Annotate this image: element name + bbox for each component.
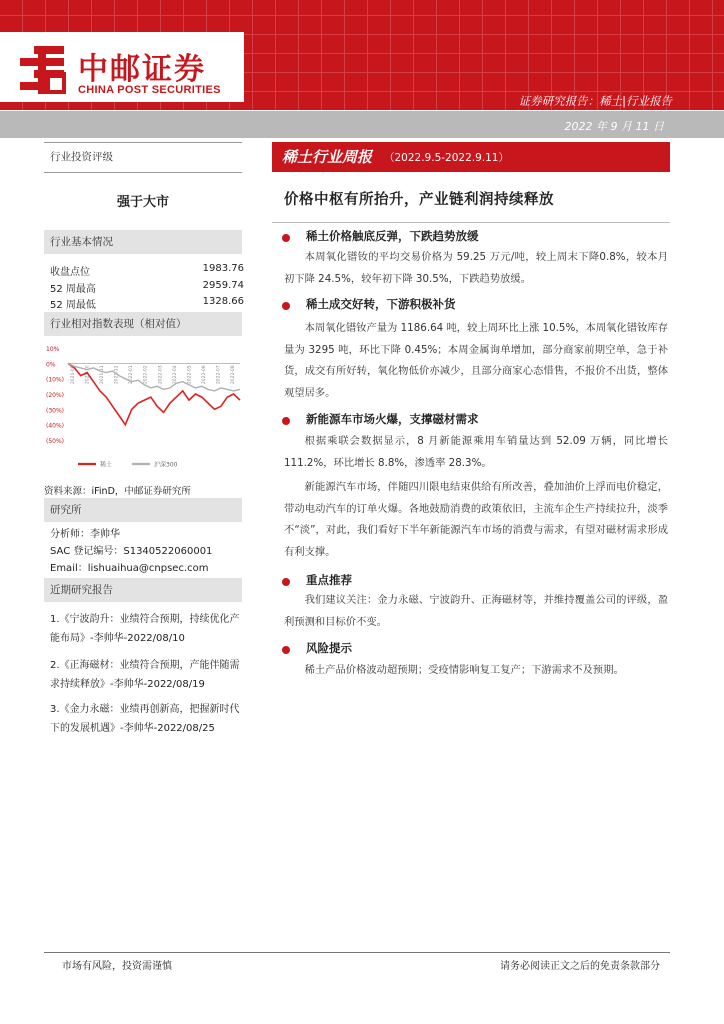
section-heading: 重点推荐	[306, 573, 352, 587]
analyst-section-label: 研究所	[44, 498, 242, 522]
section-body: 新能源汽车市场，伴随四川限电结束供给有所改善，叠加油价上浮而电价稳定，带动电动汽车的订单火爆。各地鼓励消费的政策依旧，主流车企生产持续拉升，淡季不“淡”，对此，我们看好下半年新能源汽车市场的消费与需求，有望对磁材需求形成有利支撑。	[284, 481, 668, 558]
bullet-icon	[282, 646, 290, 654]
report-item: 2.《正海磁材：业绩符合预期，产能伴随需求持续释放》-李帅华-2022/08/19	[50, 660, 240, 690]
x-tick-label: 2021-09	[71, 365, 76, 385]
section-body: 稀土产品价格波动超预期；受疫情影响复工复产；下游需求不及预期。	[304, 664, 624, 676]
section-body: 根据乘联会数据显示，8 月新能源乘用车销量达到 52.09 万辆，同比增长 111.2%，环比增长 8.8%，渗透率 28.3%。	[284, 435, 668, 469]
y-tick-label: 10%	[46, 346, 60, 353]
section-heading: 风险提示	[306, 641, 352, 655]
section-heading: 新能源车市场火爆，支撑磁材需求	[306, 412, 479, 426]
bullet-icon	[282, 578, 290, 586]
series-line-csi300	[68, 363, 240, 391]
rating-value: 强于大市	[116, 195, 169, 210]
x-tick-label: 2021-10	[85, 365, 91, 385]
x-tick-label: 2022-08	[231, 365, 236, 385]
x-tick-label: 2022-04	[172, 365, 178, 385]
legend-label: 稀土	[100, 461, 113, 469]
divider	[44, 142, 242, 143]
bullet-icon	[282, 417, 290, 425]
bullet-icon	[282, 302, 290, 310]
series-line-rare-earth	[68, 363, 240, 424]
bullet-icon	[282, 234, 290, 242]
report-title: 稀土行业周报	[282, 148, 373, 166]
footer-divider	[44, 952, 670, 953]
basics-row: 52 周最高 2959.74	[50, 280, 244, 295]
basics-label: 行业基本情况	[44, 230, 242, 254]
x-tick-label: 2022-05	[187, 365, 193, 385]
section-body: 我们建议关注：金力永磁、宁波韵升、正海磁材等，并维持覆盖公司的评级，盈利预测和目标价不变。	[284, 594, 668, 628]
analyst-email: Email：lishuaihua@cnpsec.com	[50, 563, 209, 574]
divider	[272, 222, 670, 223]
report-item: 3.《金力永磁：业绩再创新高，把握新时代下的发展机遇》-李帅华-2022/08/25	[50, 704, 240, 734]
rating-label: 行业投资评级	[50, 151, 113, 163]
y-tick-label: 0%	[46, 361, 56, 369]
analyst-line: 分析师：李帅华	[50, 529, 120, 540]
brand-name-cn: 中邮证券	[78, 52, 206, 87]
analyst-line: SAC 登记编号：S1340522060001	[50, 546, 213, 557]
basics-row: 收盘点位 1983.76	[50, 263, 244, 278]
basics-row: 52 周最低 1328.66	[50, 296, 244, 311]
y-tick-label: (30%)	[46, 407, 65, 415]
recent-reports-label: 近期研究报告	[44, 578, 242, 602]
perf-label: 行业相对指数表现（相对值）	[44, 312, 242, 336]
brand-name-en: CHINA POST SECURITIES	[78, 84, 221, 96]
y-tick-label: (40%)	[46, 422, 65, 430]
x-tick-label: 2021-12	[114, 365, 120, 385]
report-type: 证券研究报告：稀土|行业报告	[518, 94, 672, 108]
x-tick-label: 2022-06	[201, 365, 207, 385]
headline: 价格中枢有所抬升，产业链利润持续释放	[284, 192, 554, 208]
x-tick-label: 2022-01	[129, 365, 135, 385]
x-tick-label: 2022-07	[216, 365, 222, 385]
report-date: 2022 年 9 月 11 日	[564, 120, 664, 133]
legend-label: 沪深300	[154, 461, 178, 469]
chart-source: 资料来源：iFinD，中邮证券研究所	[44, 486, 191, 497]
x-tick-label: 2022-03	[158, 365, 164, 385]
section-body: 本周氧化镨钕产量为 1186.64 吨，较上周环比上涨 10.5%，本周氧化镨钕库存量为 3295 吨，环比下降 0.45%；本周金属询单增加，部分商家前期空单，急于补货，成交有所好转，氧化物低价亦减少，且部分商家心态惜售，不报价不出货，整体观望居多。	[284, 322, 668, 399]
x-tick-label: 2022-02	[143, 365, 149, 385]
relative-index-chart	[44, 340, 244, 476]
y-tick-label: (20%)	[46, 392, 65, 399]
y-tick-label: (50%)	[46, 438, 65, 445]
brand-logo-icon	[16, 44, 68, 96]
section-heading: 稀土成交好转，下游积极补货	[306, 297, 456, 311]
divider	[44, 172, 242, 173]
section-body: 本周氧化镨钕的平均交易价格为 59.25 万元/吨，较上周末下降0.8%，较本月初下降 24.5%，较年初下降 30.5%，下跌趋势放缓。	[284, 251, 668, 285]
report-period: （2022.9.5-2022.9.11）	[384, 152, 509, 164]
footer-risk-note: 市场有风险，投资需谨慎	[62, 961, 172, 972]
y-tick-label: (10%)	[46, 376, 65, 384]
section-heading: 稀土价格触底反弹，下跌趋势放缓	[306, 229, 479, 243]
report-item: 1.《宁波韵升：业绩符合预期，持续优化产能布局》-李帅华-2022/08/10	[50, 614, 240, 644]
x-tick-label: 2021-11	[100, 365, 106, 385]
footer-disclaimer-note: 请务必阅读正文之后的免责条款部分	[500, 961, 660, 972]
